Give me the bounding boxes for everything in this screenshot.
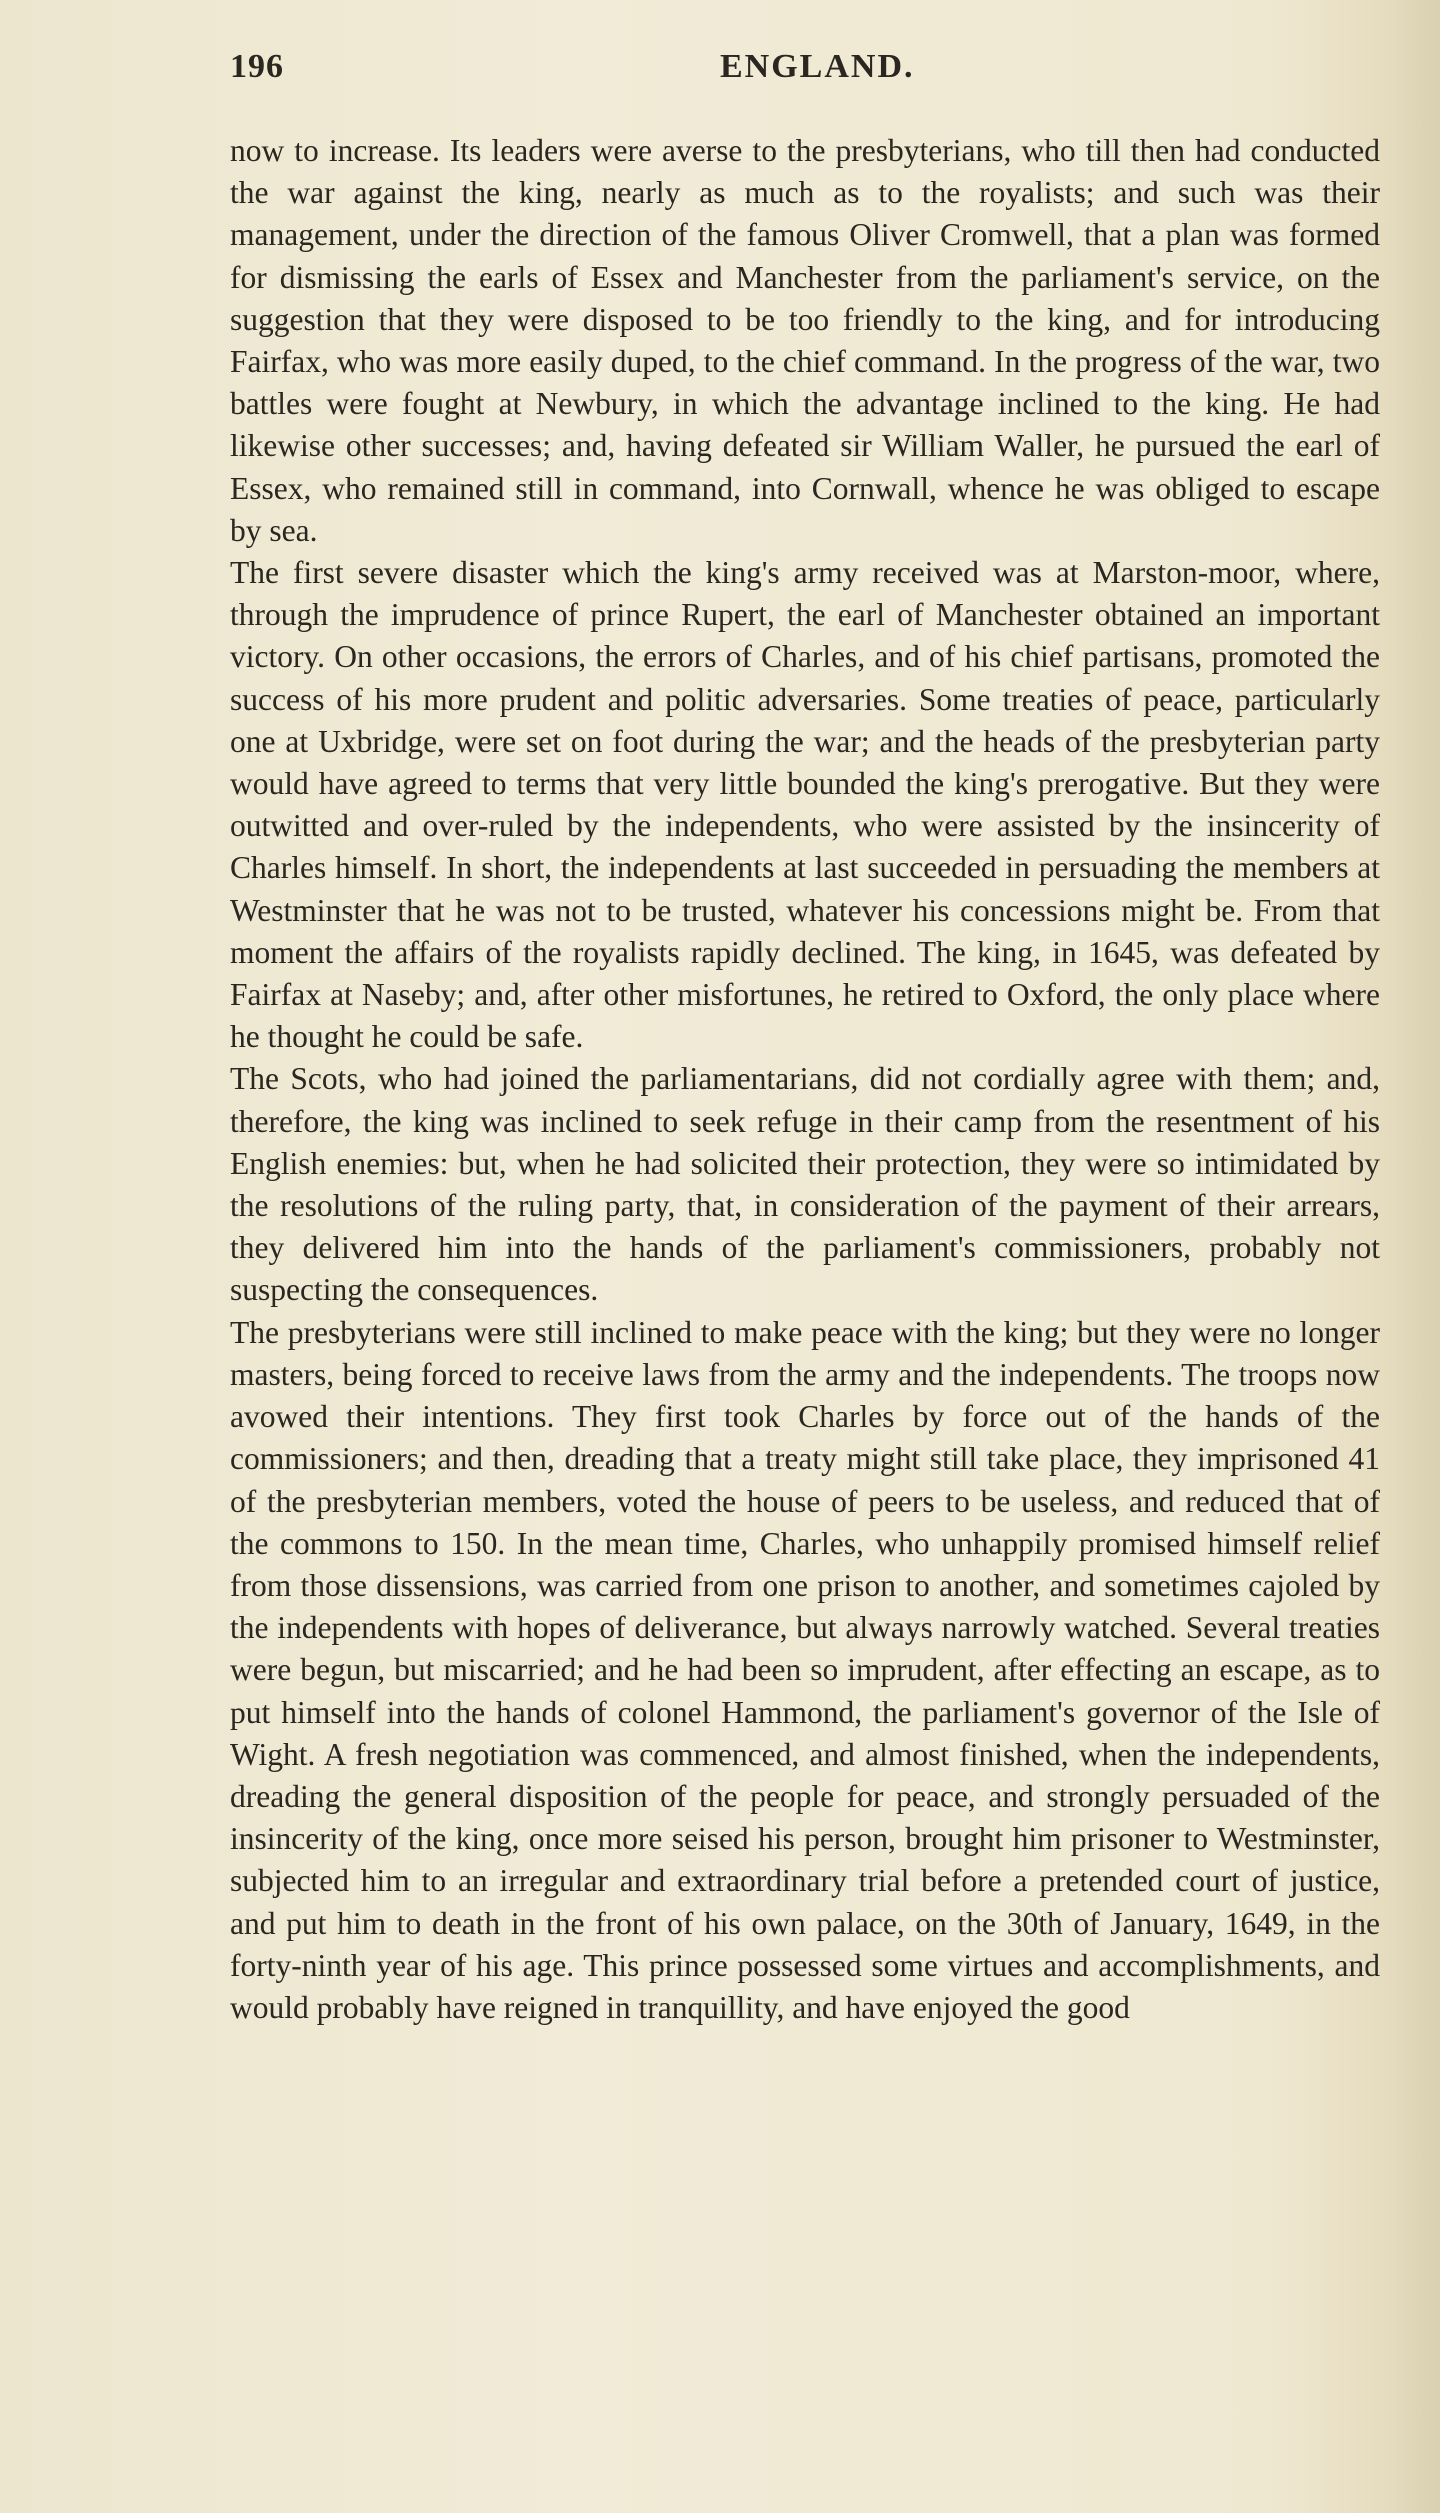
paragraph: now to increase. Its leaders were averse to the presbyterians, who till then had conducted the war against the king, nearly as much as to the royalists; and such was their management, under the direction of the famous Oliver Cromwell, that a plan was formed for dismissing the earls of Essex and Manchester from the parliament's service, on the suggestion that they were disposed to be too friendly to the king, and for introducing Fairfax, who was more easily duped, to the chief command. In the progress of the war, two battles were fought at Newbury, in which the advantage inclined to the king. He had likewise other successes; and, having defeated sir William Waller, he pursued the earl of Essex, who remained still in command, into Cornwall, whence he was obliged to escape by sea. (230, 133, 1380, 548)
running-head: ENGLAND. (720, 48, 915, 85)
paragraph: The first severe disaster which the king's army received was at Marston-moor, where, through the imprudence of prince Rupert, the earl of Manchester obtained an important victory. On other occasions, the errors of Charles, and of his chief partisans, promoted the success of his more prudent and politic adversaries. Some treaties of peace, particularly one at Uxbridge, were set on foot during the war; and the heads of the presbyterian party would have agreed to terms that very little bounded the king's prerogative. But they were outwitted and over-ruled by the independents, who were assisted by the insincerity of Charles himself. In short, the independents at last succeeded in persuading the members at Westminster that he was not to be trusted, whatever his concessions might be. From that moment the affairs of the royalists rapidly declined. The king, in 1645, was defeated by Fairfax at Naseby; and, after other misfortunes, he retired to Oxford, the only place where he thought he could be safe. (230, 555, 1380, 1055)
page-number: 196 (230, 48, 284, 85)
paragraph: The presbyterians were still inclined to make peace with the king; but they were no longer masters, being forced to receive laws from the army and the independents. The troops now avowed their intentions. They first took Charles by force out of the hands of the commissioners; and then, dreading that a treaty might still take place, they imprisoned 41 of the presbyterian members, voted the house of peers to be useless, and reduced that of the commons to 150. In the mean time, Charles, who unhappily promised himself relief from those dissensions, was carried from one prison to another, and sometimes cajoled by the independents with hopes of deliverance, but always narrowly watched. Several treaties were begun, but miscarried; and he had been so imprudent, after effecting an escape, as to put himself into the hands of colonel Hammond, the parliament's governor of the Isle of Wight. A fresh negotiation was commenced, and almost finished, when the independents, dreading the general disposition of the people for peace, and strongly persuaded of the insincerity of the king, once more seised his person, brought him prisoner to Westminster, subjected him to an irregular and extraordinary trial before a pretended court of justice, and put him to death in the front of his own palace, on the 30th of January, 1649, in the forty-ninth year of his age. This prince possessed some virtues and accomplishments, and would probably have reigned in tranquillity, and have enjoyed the good (230, 1314, 1380, 2025)
page-header (230, 48, 1380, 98)
body-text (230, 130, 1380, 2029)
paragraph: The Scots, who had joined the parliamentarians, did not cordially agree with them; and, therefore, the king was inclined to seek refuge in their camp from the resentment of his English enemies: but, when he had solicited their protection, they were so intimidated by the resolutions of the ruling party, that, in consideration of the payment of their arrears, they delivered him into the hands of the parliament's commissioners, probably not suspecting the consequences. (230, 1061, 1380, 1308)
